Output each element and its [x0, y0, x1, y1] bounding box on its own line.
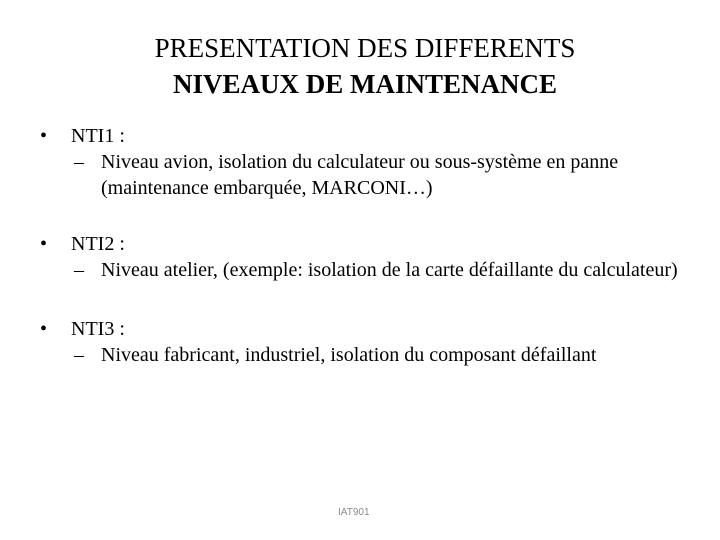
sub-item-text: Niveau atelier, (exemple: isolation de la carte défaillante du calculateur)	[101, 259, 678, 281]
sub-item-text: Niveau avion, isolation du calculateur ou sous-système en panne (maintenance embarquée, MARCONI…)	[101, 151, 619, 199]
sub-item-nti2	[74, 257, 700, 283]
bullet-dot-icon: •	[40, 233, 48, 255]
sub-item-nti3	[74, 342, 700, 368]
slide-body	[40, 123, 700, 368]
sub-item-nti1	[74, 149, 700, 201]
bullet-nti3	[40, 316, 700, 342]
bullet-dot-icon: •	[40, 318, 48, 340]
title-line-1: PRESENTATION DES DIFFERENTS	[154, 33, 576, 63]
slide-title	[0, 30, 720, 102]
dash-icon: –	[74, 259, 84, 281]
bullet-label: NTI2 :	[71, 233, 125, 255]
sub-item-text: Niveau fabricant, industriel, isolation du composant défaillant	[101, 344, 597, 366]
bullet-label: NTI3 :	[71, 318, 125, 340]
bullet-nti1	[40, 123, 700, 149]
bullet-label: NTI1 :	[71, 125, 125, 147]
title-line-2: NIVEAUX DE MAINTENANCE	[172, 69, 558, 99]
dash-icon: –	[74, 151, 84, 173]
bullet-dot-icon: •	[40, 125, 48, 147]
slide-footer: IAT901	[338, 507, 370, 518]
dash-icon: –	[74, 344, 84, 366]
bullet-nti2	[40, 231, 700, 257]
